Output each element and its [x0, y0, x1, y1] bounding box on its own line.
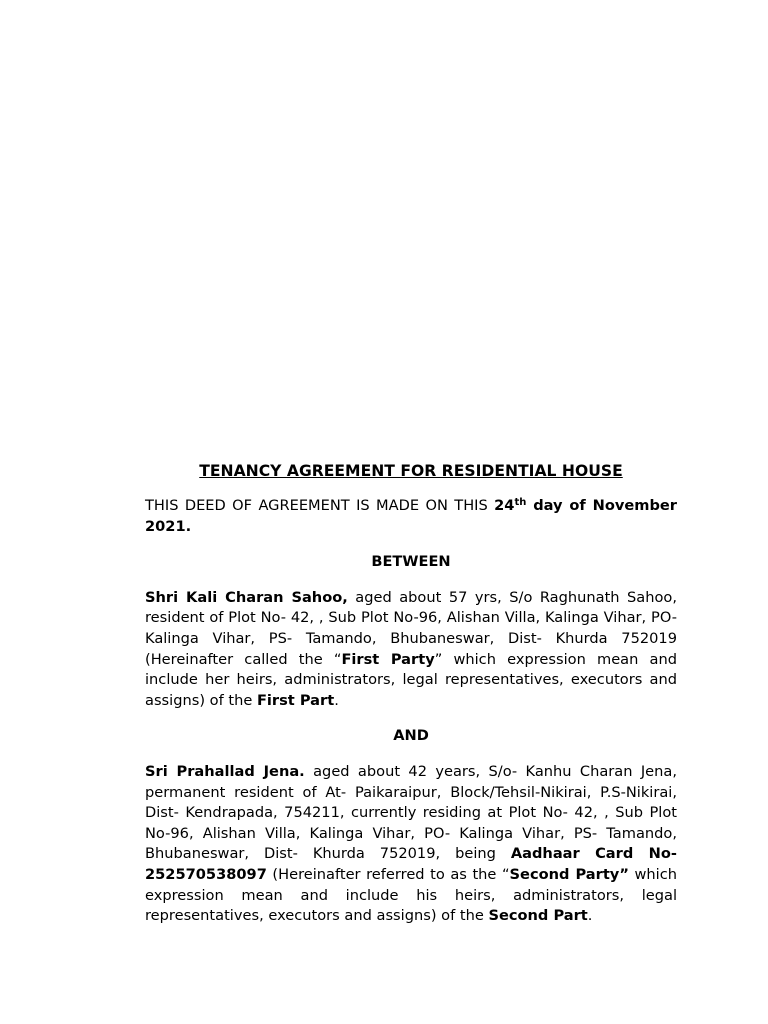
- first-party-mid: ” which expression mean and include her heirs, administrators, legal representatives, executors and assigns) of the: [145, 650, 677, 709]
- first-party-paragraph: [145, 588, 677, 712]
- second-party-mid: (Hereinafter referred to as the “: [266, 865, 510, 883]
- document-title: TENANCY AGREEMENT FOR RESIDENTIAL HOUSE: [199, 462, 623, 480]
- intro-paragraph: [145, 496, 677, 537]
- date-day: 24th day of November 2021.: [145, 497, 678, 535]
- date-rest: day of November 2021.: [145, 497, 678, 535]
- second-party-part: Second Part: [488, 907, 588, 925]
- second-party-details: aged about 42 years, S/o- Kanhu Charan Jena, permanent resident of At- Paikaraipur, Block/Tehsil-Nikirai, P.S-Nikirai, Dist- Kendrapada, 754211, currently residing at Plot No- 42, , Sub Plot No-96, Alishan Villa, Kalinga Vihar, PO- Kalinga Vihar, PS- Tamando, Bhubaneswar, Dist- Khurda 752019, being: [145, 762, 677, 863]
- first-party-details: aged about 57 yrs, S/o Raghunath Sahoo, resident of Plot No- 42, , Sub Plot No-96, Alishan Villa, Kalinga Vihar, PO- Kalinga Vihar, PS- Tamando, Bhubaneswar, Dist- Khurda 752019 (Hereinafter called the “: [145, 588, 677, 668]
- between-heading: BETWEEN: [371, 553, 451, 571]
- first-party-end: .: [334, 691, 339, 709]
- first-party-name: Shri Kali Charan Sahoo,: [145, 588, 348, 606]
- and-heading: AND: [393, 727, 429, 745]
- document-page: [145, 461, 677, 942]
- second-party-mid2: which expression mean and include his heirs, administrators, legal representatives, executors and assigns) of the: [145, 865, 677, 925]
- second-party-paragraph: [145, 762, 677, 927]
- second-party-role: Second Party”: [509, 865, 629, 883]
- second-party-end: .: [587, 907, 593, 925]
- date-day-suffix: th: [514, 497, 527, 508]
- second-party-name: Sri Prahallad Jena.: [145, 762, 305, 780]
- intro-text: THIS DEED OF AGREEMENT IS MADE ON THIS: [145, 497, 495, 514]
- second-party-aadhaar: Aadhaar Card No-252570538097: [145, 845, 677, 883]
- first-party-part: First Part: [256, 691, 335, 709]
- first-party-role: First Party: [341, 650, 435, 668]
